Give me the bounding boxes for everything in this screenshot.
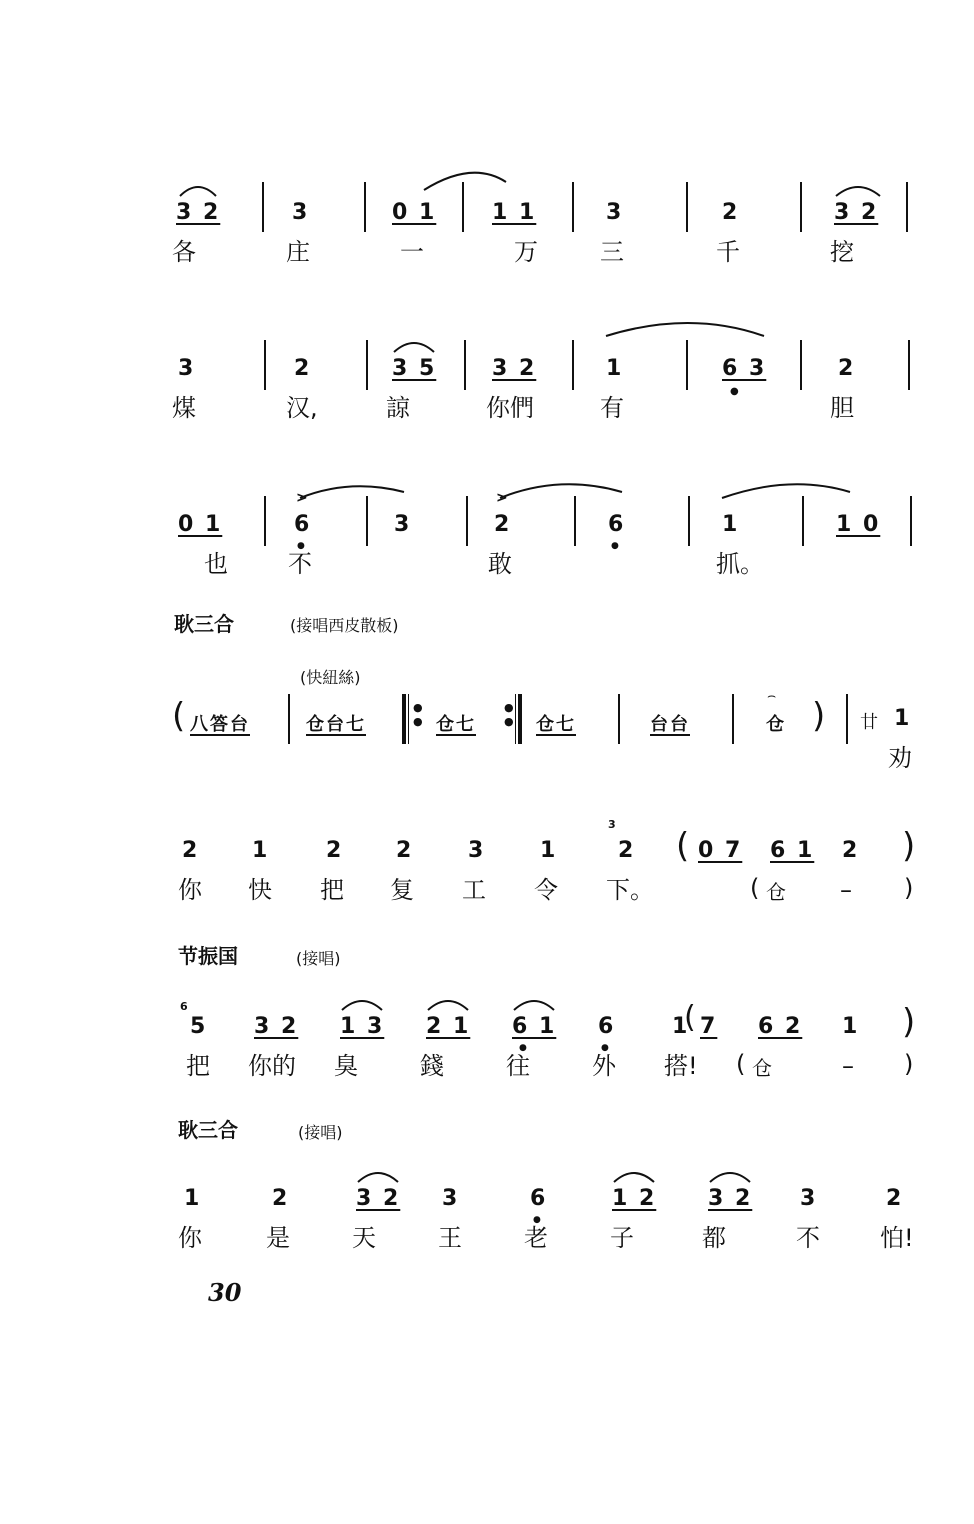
- bar-line: [366, 496, 368, 546]
- repeat-end-bar: [518, 694, 522, 744]
- lyric: 你們: [486, 394, 534, 422]
- lyric: 快: [248, 876, 272, 904]
- percussion-syllable: 仓台七: [306, 714, 366, 735]
- bar-line: [686, 340, 688, 390]
- note: 2: [182, 838, 200, 863]
- low-octave-dot: ●: [519, 1043, 527, 1053]
- rest-dash: –: [840, 876, 852, 904]
- bar-line: [800, 340, 802, 390]
- repeat-dots: ● ●: [413, 701, 423, 728]
- note: 2: [722, 200, 740, 225]
- lyric: 一: [400, 238, 424, 266]
- lyric: 錢: [420, 1052, 444, 1080]
- percussion-syllable: 仓: [766, 714, 786, 735]
- slur-icon: [722, 484, 850, 498]
- character-name: 节振国: [178, 944, 238, 968]
- note: 1: [540, 838, 558, 863]
- lyric: 外: [592, 1052, 616, 1080]
- note: 2: [396, 838, 414, 863]
- bar-line: [466, 496, 468, 546]
- percussion-syllable: 仓七: [536, 714, 576, 735]
- open-paren: (: [676, 826, 690, 866]
- note: 0 1: [178, 512, 223, 537]
- lyric: 抓。: [716, 550, 764, 578]
- lyric: 你: [178, 1224, 202, 1252]
- lyric: 不: [796, 1224, 820, 1252]
- note: 3: [468, 838, 486, 863]
- bar-line: [908, 340, 910, 390]
- stage-direction: (接唱): [296, 949, 341, 968]
- note: 1: [252, 838, 270, 863]
- note: 1 2: [612, 1186, 657, 1211]
- slur-icon: [836, 187, 880, 196]
- note: 6: [608, 512, 626, 537]
- lyric: 三: [600, 238, 624, 266]
- note: 3 5: [392, 356, 437, 381]
- note: 1: [184, 1186, 202, 1211]
- lyric: 天: [352, 1224, 376, 1252]
- stage-direction: (接唱西皮散板): [290, 616, 399, 635]
- slur-icon: [358, 1173, 398, 1182]
- grace-note: 6: [180, 1000, 188, 1013]
- low-octave-dot: ●: [297, 541, 305, 551]
- note: 3: [800, 1186, 818, 1211]
- note: 6 3: [722, 356, 767, 381]
- slur-icon: [514, 1001, 554, 1010]
- lyric: 不: [288, 550, 312, 578]
- lyric: 你的: [248, 1052, 296, 1080]
- open-paren: (: [736, 1050, 746, 1078]
- note: 1 1: [492, 200, 537, 225]
- lyric: 把: [186, 1052, 210, 1080]
- bar-line: [262, 182, 264, 232]
- lyric: 老: [524, 1224, 548, 1252]
- note: 3: [178, 356, 196, 381]
- slur-icon: [614, 1173, 654, 1182]
- bar-line: [732, 694, 734, 744]
- repeat-dots: ● ●: [504, 701, 514, 728]
- lyric: 諒: [386, 394, 410, 422]
- note: 3 2: [708, 1186, 753, 1211]
- bar-line: [686, 182, 688, 232]
- lyric: 敢: [488, 550, 512, 578]
- note: 6 1: [770, 838, 815, 863]
- lyric: 挖: [830, 238, 854, 266]
- note: 2: [618, 838, 636, 863]
- character-name: 耿三合: [174, 612, 234, 636]
- lyric: 各: [172, 238, 196, 266]
- slur-icon: [710, 1173, 750, 1182]
- note: 3 2: [356, 1186, 401, 1211]
- lyric: 臭: [334, 1052, 358, 1080]
- bar-line: [618, 694, 620, 744]
- close-paren: ): [904, 874, 914, 902]
- note: 3: [606, 200, 624, 225]
- bar-line: [572, 340, 574, 390]
- bar-line: [688, 496, 690, 546]
- lyric: 工: [462, 876, 486, 904]
- percussion-syllable: 仓: [752, 1056, 772, 1080]
- note: 6: [530, 1186, 548, 1211]
- lyric: 把: [320, 876, 344, 904]
- note: 3: [292, 200, 310, 225]
- lyric: 千: [716, 238, 740, 266]
- note: 2: [494, 512, 512, 537]
- close-paren: ): [902, 1002, 916, 1042]
- note: 0 7: [698, 838, 743, 863]
- note: 3: [442, 1186, 460, 1211]
- stage-direction: (接唱): [298, 1123, 343, 1142]
- bar-line: [264, 496, 266, 546]
- note: 2 1: [426, 1014, 471, 1039]
- slur-icon: [606, 323, 764, 336]
- open-paren: (: [172, 696, 186, 736]
- bar-line: [462, 182, 464, 232]
- open-paren: (: [684, 1000, 696, 1035]
- lyric: 令: [534, 876, 558, 904]
- note: 1: [672, 1014, 690, 1039]
- grace-note: 3: [608, 818, 616, 831]
- lyric: 都: [702, 1224, 726, 1252]
- note: 1 0: [836, 512, 881, 537]
- bar-line: [846, 694, 848, 744]
- repeat-start-bar: [408, 694, 409, 744]
- bar-line: [264, 340, 266, 390]
- low-octave-dot: ●: [533, 1215, 541, 1225]
- note: 2: [272, 1186, 290, 1211]
- lyric: 也: [204, 550, 228, 578]
- note: 2: [294, 356, 312, 381]
- lyric: 搭!: [664, 1052, 698, 1080]
- tempo-marking: (快紐絲): [300, 668, 361, 687]
- bar-line: [366, 340, 368, 390]
- percussion-syllable: 台台: [650, 714, 690, 735]
- note: 1: [842, 1014, 860, 1039]
- slur-icon: [500, 484, 622, 498]
- lyric: 复: [390, 876, 414, 904]
- low-octave-dot: ●: [611, 541, 619, 551]
- bar-line: [572, 182, 574, 232]
- lyric: 有: [600, 394, 624, 422]
- bar-line: [800, 182, 802, 232]
- lyric: 庄: [286, 238, 310, 266]
- accent-mark-icon: >: [496, 490, 508, 506]
- lyric: 怕!: [880, 1224, 914, 1252]
- lyric: 劝: [888, 744, 912, 772]
- slur-icon: [180, 187, 216, 196]
- page-number: 30: [208, 1278, 242, 1307]
- note: 1 3: [340, 1014, 385, 1039]
- bar-line: [910, 496, 912, 546]
- slur-icon: [394, 343, 434, 352]
- lyric: 你: [178, 876, 202, 904]
- note: 6: [294, 512, 312, 537]
- note: 3 2: [176, 200, 221, 225]
- note: 2: [838, 356, 856, 381]
- lyric: 子: [610, 1224, 634, 1252]
- lyric: 往: [506, 1052, 530, 1080]
- slur-icon: [342, 1001, 382, 1010]
- note: 3: [394, 512, 412, 537]
- percussion-syllable: 仓: [766, 880, 786, 904]
- lyric: 胆: [830, 394, 854, 422]
- note: 6: [598, 1014, 616, 1039]
- repeat-end-bar: [515, 694, 516, 744]
- bar-line: [464, 340, 466, 390]
- free-meter-mark: 廿: [860, 712, 878, 733]
- repeat-start-bar: [402, 694, 406, 744]
- note: 3 2: [254, 1014, 299, 1039]
- close-paren: ): [812, 696, 826, 736]
- note: 1: [722, 512, 740, 537]
- close-paren: ): [902, 826, 916, 866]
- lyric: 是: [266, 1224, 290, 1252]
- lyric: 王: [438, 1224, 462, 1252]
- note: 6 2: [758, 1014, 803, 1039]
- note: 2: [326, 838, 344, 863]
- bar-line: [574, 496, 576, 546]
- lyric: 煤: [172, 394, 196, 422]
- slur-icon: [424, 173, 506, 190]
- note: 3 2: [492, 356, 537, 381]
- note: 1: [606, 356, 624, 381]
- lyric: 汉,: [286, 394, 318, 422]
- character-name: 耿三合: [178, 1118, 238, 1142]
- close-paren: ): [904, 1050, 914, 1078]
- note: 6 1: [512, 1014, 557, 1039]
- accent-mark-icon: >: [296, 490, 308, 506]
- note: 1: [894, 706, 912, 731]
- note: 5: [190, 1014, 208, 1039]
- lyric: 下。: [606, 876, 654, 904]
- slur-icon: [300, 486, 404, 498]
- note: 3 2: [834, 200, 879, 225]
- note: 0 1: [392, 200, 437, 225]
- slur-icon: [428, 1001, 468, 1010]
- bar-line: [906, 182, 908, 232]
- open-paren: (: [750, 874, 760, 902]
- bar-line: [802, 496, 804, 546]
- low-octave-dot: ●: [601, 1043, 609, 1053]
- bar-line: [364, 182, 366, 232]
- note: 2: [886, 1186, 904, 1211]
- rest-dash: –: [842, 1052, 854, 1080]
- note: 7: [700, 1014, 718, 1039]
- low-octave-dot: ●: [730, 386, 739, 397]
- note: 2: [842, 838, 860, 863]
- percussion-syllable: 八答台: [190, 714, 250, 735]
- lyric: 万: [514, 238, 538, 266]
- bar-line: [288, 694, 290, 744]
- fermata-icon: ⌢: [767, 688, 777, 704]
- percussion-syllable: 仓七: [436, 714, 476, 735]
